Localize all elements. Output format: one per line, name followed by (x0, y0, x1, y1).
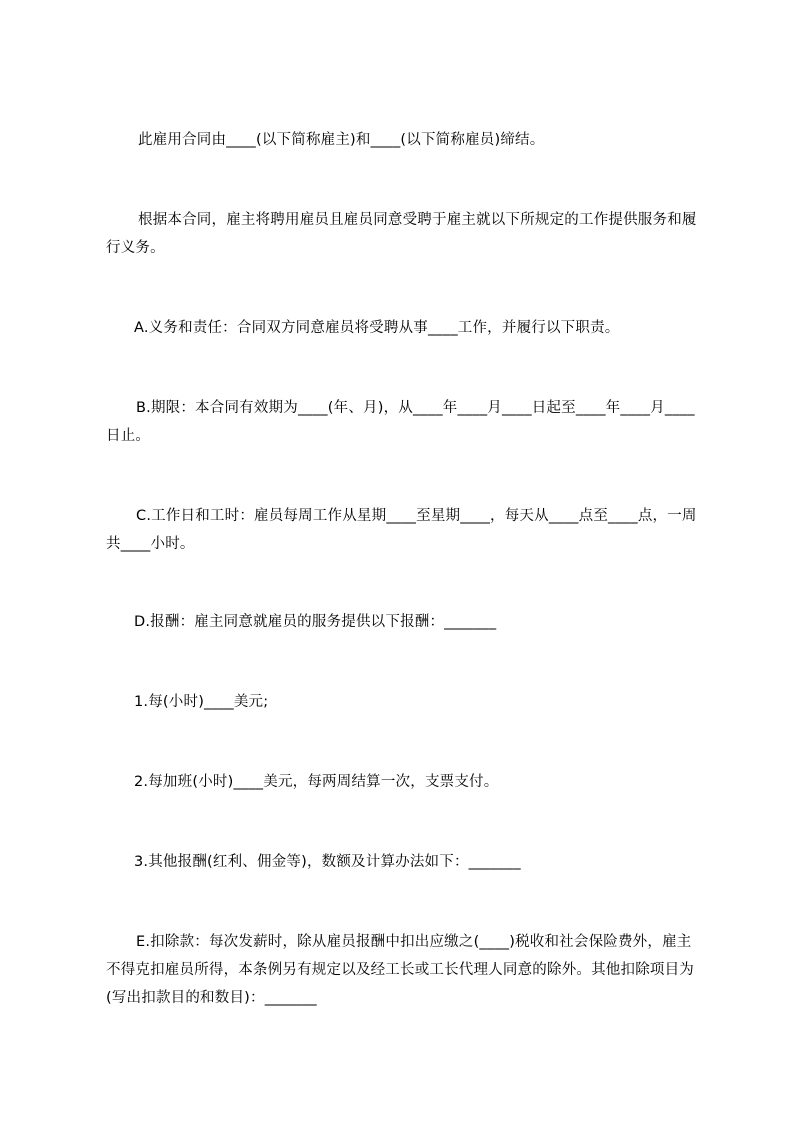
paragraph-duties: A.义务和责任：合同双方同意雇员将受聘从事____工作，并履行以下职责。 (134, 320, 620, 336)
paragraph-working-hours: C.工作日和工时：雇员每周工作从星期____至星期____，每天从____点至____点，一周共____小时。 (106, 508, 697, 552)
paragraph-overtime-pay: 2.每加班(小时)____美元，每两周结算一次，支票支付。 (134, 774, 499, 790)
paragraph-agreement: 根据本合同，雇主将聘用雇员且雇员同意受聘于雇主就以下所规定的工作提供服务和履行义务。 (106, 212, 697, 256)
paragraph-deductions: E.扣除款：每次发薪时，除从雇员报酬中扣出应缴之(____)税收和社会保险费外，雇主不得克扣雇员所得，本条例另有规定以及经工长或工长代理人同意的除外。其他扣除项目为(写出扣款目的和数目)：_______ (106, 934, 694, 1006)
paragraph-intro: 此雇用合同由____(以下简称雇主)和____(以下简称雇员)缔结。 (138, 132, 545, 148)
paragraph-hourly-pay: 1.每(小时)____美元; (134, 694, 269, 710)
paragraph-other-pay: 3.其他报酬(红利、佣金等)，数额及计算办法如下：_______ (134, 854, 521, 870)
paragraph-term: B.期限：本合同有效期为____(年、月)，从____年____月____日起至____年____月____日止。 (106, 400, 695, 444)
paragraph-remuneration: D.报酬：雇主同意就雇员的服务提供以下报酬：_______ (134, 614, 497, 630)
